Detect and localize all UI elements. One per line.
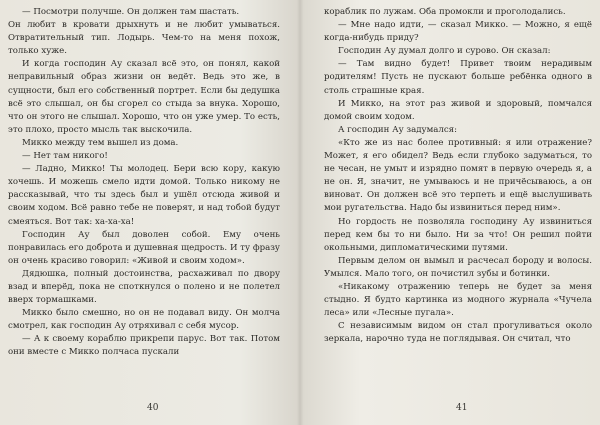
left-page-text	[8, 6, 280, 360]
paragraph: С независимым видом он стал прогуливаться около зеркала, нарочно туда не поглядывая. Он считал, что	[324, 321, 592, 345]
paragraph: И когда господин Ау сказал всё это, он понял, какой неправильный образ жизни он ведёт. Ведь это же, в сущности, был его собственный портрет. Если бы дедушка всё это слышал, он бы сгорел со стыда за внука. Хорошо, что он этого не слышал. Хорошо, что он уже умер. То есть, это плохо, просто мысль так выскочила.	[8, 59, 280, 135]
paragraph: Господин Ау думал долго и сурово. Он сказал:	[338, 46, 551, 57]
paragraph: А господин Ау задумался:	[338, 124, 457, 135]
paragraph: — Нет там никого!	[22, 151, 108, 162]
left-page	[0, 0, 298, 425]
left-page-number: 40	[147, 403, 159, 413]
right-page	[302, 0, 600, 425]
paragraph: — Мне надо идти, — сказал Микко. — Можно, я ещё когда-нибудь приду?	[324, 20, 592, 44]
paragraph: Микко между тем вышел из дома.	[22, 137, 179, 148]
paragraph: «Никакому отражению теперь не будет за меня стыдно. Я будто картинка из модного журнала «Чучела леса» или «Лесные пугала».	[324, 281, 592, 319]
paragraph: Но гордость не позволяла господину Ау извиниться перед кем бы то ни было. Ни за что! Он решил пойти окольными, дипломатическими путями.	[324, 216, 592, 253]
right-page-text	[324, 6, 592, 346]
paragraph: И Микко, на этот раз живой и здоровый, помчался домой своим ходом.	[324, 98, 592, 122]
paragraph: «Кто же из нас более противный: я или отражение? Может, я его обидел? Ведь если глубоко задуматься, то не чесан, не умыт и изрядно помят в первую очередь я, а не он. Я, значит, не умываюсь и не причёсываюсь, а он виноват. Он должен всё это терпеть и ещё выслушивать мои ругательства. Надо бы извиниться перед ним».	[324, 137, 592, 214]
right-page-number: 41	[456, 403, 468, 413]
paragraph: Первым делом он вымыл и расчесал бороду и волосы. Умылся. Мало того, он почистил зубы и ботинки.	[324, 255, 592, 279]
paragraph: Дядюшка, полный достоинства, расхаживал по двору взад и вперёд, пока не споткнулся о полено и не полетел вверх тормашками.	[8, 268, 280, 306]
paragraph: Он любит в кровати дрыхнуть и не любит умываться. Отвратительный тип. Лодырь. Чем-то на меня похож, только хуже.	[8, 20, 280, 57]
paragraph: Микко было смешно, но он не подавал виду. Он молча смотрел, как господин Ау отряхивал с себя мусор.	[8, 308, 280, 332]
paragraph: — Ладно, Микко! Ты молодец. Бери всю кору, какую хочешь. И можешь смело идти домой. Только никому не рассказывай, что ты здесь был и ушёл отсюда живой и своим ходом. Всё равно тебе не поверят, и над тобой будут смеяться. Вот так: ха-ха-ха!	[8, 164, 280, 227]
paragraph: — Посмотри получше. Он должен там шастать.	[22, 7, 240, 17]
paragraph: — А к своему кораблю прикрепи парус. Вот так. Потом они вместе с Микко полчаса пускали	[8, 334, 280, 358]
paragraph: — Там видно будет! Привет твоим нерадивым родителям! Пусть не пускают больше ребёнка одного в столь страшные края.	[324, 59, 592, 96]
paragraph: Господин Ау был доволен собой. Ему очень понравилась его доброта и душевная щедрость. И ту фразу он очень красиво говорил: «Живой и своим ходом».	[8, 229, 280, 266]
paragraph: кораблик по лужам. Оба промокли и проголодались.	[324, 7, 566, 17]
